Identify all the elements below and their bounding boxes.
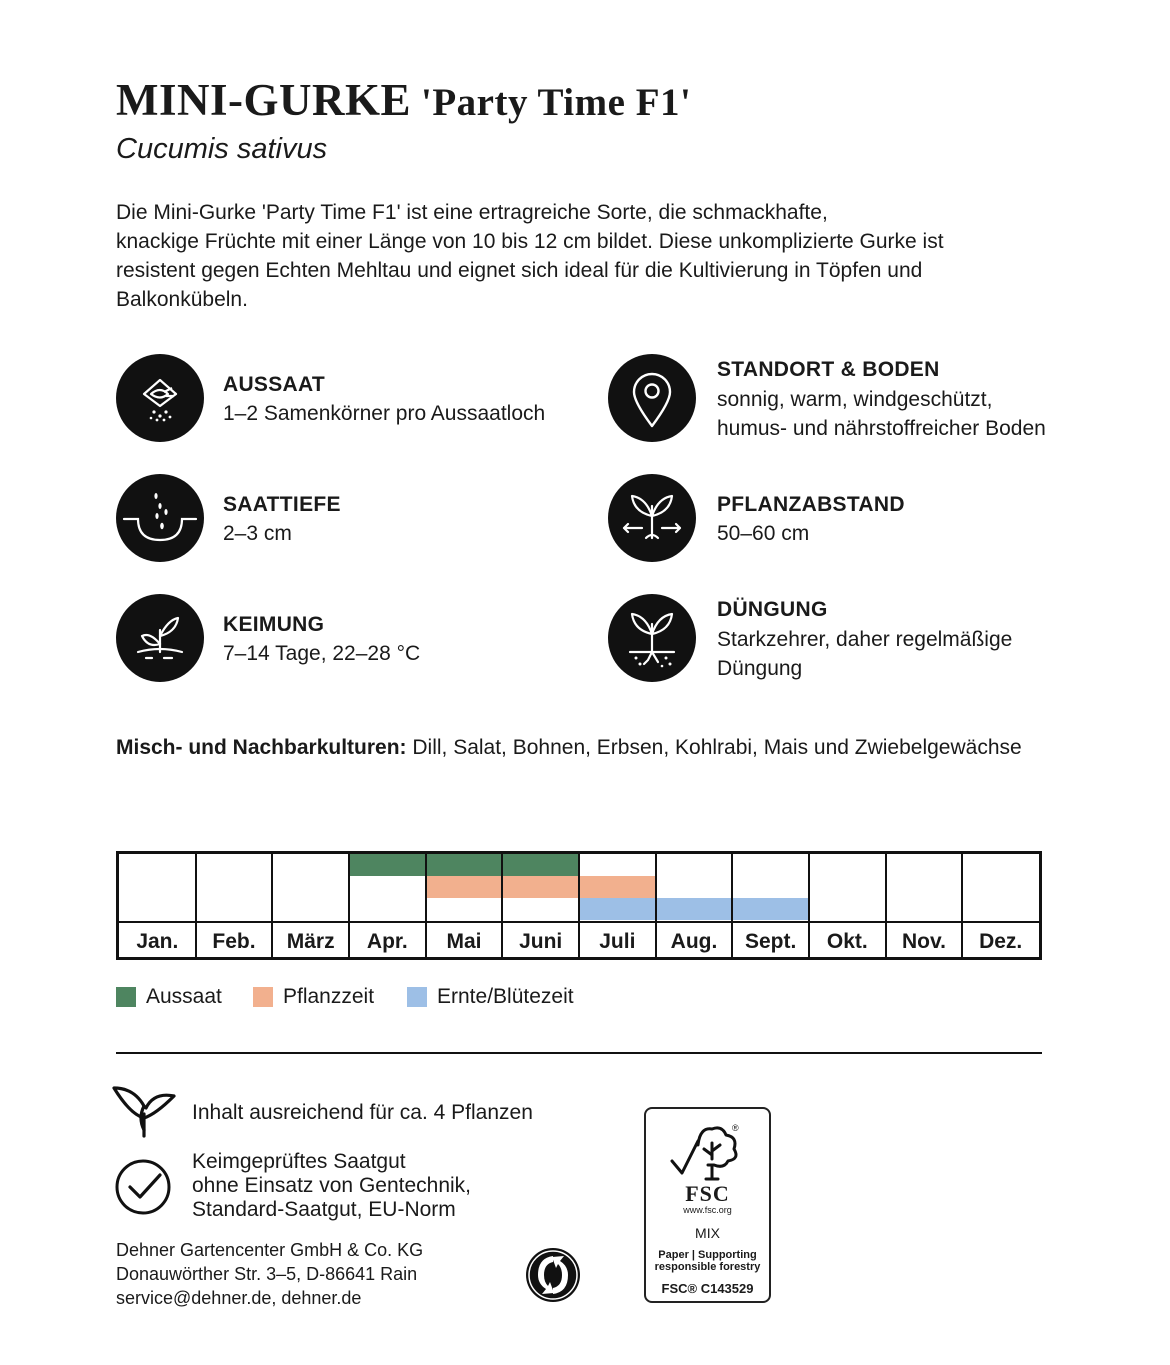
- recycling-green-dot-icon: [524, 1246, 582, 1304]
- intro-line: resistent gegen Echten Mehltau und eignet sich ideal für die Kultivierung in Töpfen und: [116, 259, 923, 282]
- calendar-month-label: Jan.: [136, 930, 179, 953]
- fsc-license-code: FSC® C143529: [661, 1281, 754, 1296]
- intro-line: knackige Früchte mit einer Länge von 10 bis 12 cm bildet. Diese unkomplizierte Gurke ist: [116, 230, 944, 253]
- variety-name: 'Party Time F1': [421, 81, 692, 124]
- feature-text-aussaat: 1–2 Samenkörner pro Aussaatloch: [223, 402, 546, 425]
- quality-line3: Standard-Saatgut, EU-Norm: [192, 1198, 456, 1221]
- feature-text-duengung-line2: Düngung: [717, 657, 803, 680]
- product-title: [116, 74, 691, 126]
- feature-heading-standort: STANDORT & BODEN: [717, 358, 940, 381]
- feature-heading-keimung: KEIMUNG: [223, 613, 325, 636]
- sowing-calendar: [116, 851, 1042, 960]
- calendar-bar-ernte: [579, 898, 656, 920]
- legend-label: Aussaat: [146, 985, 222, 1008]
- calendar-month-label: Sept.: [744, 930, 797, 953]
- calendar-bar-aussaat: [349, 854, 426, 876]
- fertilizer-plant-icon: [608, 594, 696, 682]
- feature-heading-duengung: DÜNGUNG: [717, 598, 828, 621]
- location-pin-icon: [608, 354, 696, 442]
- feature-text-standort-line1: sonnig, warm, windgeschützt,: [717, 388, 993, 411]
- intro-line: Die Mini-Gurke 'Party Time F1' ist eine ertragreiche Sorte, die schmackhafte,: [116, 201, 828, 224]
- calendar-bar-ernte: [656, 898, 733, 920]
- plant-spacing-icon: [608, 474, 696, 562]
- calendar-month-label: Juni: [519, 930, 563, 953]
- calendar-month-label: Okt.: [826, 930, 868, 953]
- legend-swatch-aussaat: [116, 987, 136, 1007]
- calendar-month-label: Apr.: [366, 930, 408, 953]
- legend-swatch-ernte: [407, 987, 427, 1007]
- feature-text-standort-line2: humus- und nährstoffreicher Boden: [717, 417, 1046, 440]
- feature-heading-saattiefe: SAATTIEFE: [223, 493, 341, 516]
- address-line: service@dehner.de, dehner.de: [116, 1288, 362, 1308]
- feature-text-saattiefe: 2–3 cm: [223, 522, 292, 545]
- calendar-month-label: Aug.: [670, 930, 718, 953]
- calendar-bar-pflanzzeit: [502, 876, 579, 898]
- feature-heading-pflanzabstand: PFLANZABSTAND: [717, 493, 905, 516]
- fsc-registered-mark: ®: [732, 1123, 739, 1133]
- companion-plants: [116, 736, 1022, 760]
- fsc-logo-text: FSC: [685, 1181, 730, 1206]
- legend-pflanzzeit: [253, 984, 374, 1010]
- fsc-tree-logo-icon: [646, 1117, 769, 1183]
- calendar-month-label: März: [286, 930, 335, 953]
- quality-line1: Keimgeprüftes Saatgut: [192, 1150, 406, 1173]
- legend-ernte: [407, 984, 574, 1010]
- legend-aussaat: [116, 984, 222, 1010]
- calendar-bar-aussaat: [502, 854, 579, 876]
- fsc-label: [644, 1107, 771, 1303]
- fsc-claim-line2: responsible forestry: [654, 1261, 761, 1273]
- product-name: MINI-GURKE: [116, 75, 411, 125]
- calendar-month-label: Dez.: [979, 930, 1023, 953]
- section-divider: [116, 1052, 1042, 1054]
- calendar-month-label: Mai: [446, 930, 482, 953]
- feature-heading-aussaat: AUSSAAT: [223, 373, 326, 396]
- latin-name: Cucumis sativus: [116, 133, 328, 165]
- companion-text: Dill, Salat, Bohnen, Erbsen, Kohlrabi, Mais und Zwiebelgewächse: [406, 736, 1022, 759]
- calendar-bar-ernte: [732, 898, 809, 920]
- companion-label: Misch- und Nachbarkulturen:: [116, 736, 407, 759]
- legend-label: Pflanzzeit: [283, 985, 375, 1008]
- feature-text-duengung-line1: Starkzehrer, daher regelmäßige: [717, 628, 1013, 651]
- checkmark-circle-icon: [114, 1157, 174, 1217]
- company-address: [116, 1238, 423, 1310]
- intro-text: [116, 198, 1016, 314]
- content-amount: Inhalt ausreichend für ca. 4 Pflanzen: [192, 1101, 533, 1124]
- feature-text-pflanzabstand: 50–60 cm: [717, 522, 810, 545]
- feature-text-keimung: 7–14 Tage, 22–28 °C: [223, 642, 421, 665]
- quality-line2: ohne Einsatz von Gentechnik,: [192, 1174, 472, 1197]
- address-line: Donauwörther Str. 3–5, D-86641 Rain: [116, 1264, 418, 1284]
- sowing-depth-icon: [116, 474, 204, 562]
- fsc-url: www.fsc.org: [683, 1205, 732, 1215]
- intro-line: Balkonkübeln.: [116, 288, 248, 311]
- seed-packet-icon: [116, 354, 204, 442]
- fsc-mix: MIX: [695, 1225, 720, 1241]
- leaves-icon: [108, 1084, 180, 1140]
- fsc-claim-line1: Paper | Supporting: [658, 1249, 757, 1261]
- legend-swatch-pflanzzeit: [253, 987, 273, 1007]
- calendar-month-label: Feb.: [212, 930, 256, 953]
- calendar-bar-pflanzzeit: [426, 876, 503, 898]
- calendar-month-label: Nov.: [902, 930, 946, 953]
- calendar-month-label: Juli: [599, 930, 636, 953]
- calendar-bar-pflanzzeit: [579, 876, 656, 898]
- legend-label: Ernte/Blütezeit: [437, 985, 574, 1008]
- seedling-icon: [116, 594, 204, 682]
- address-line: Dehner Gartencenter GmbH & Co. KG: [116, 1240, 424, 1260]
- calendar-bar-aussaat: [426, 854, 503, 876]
